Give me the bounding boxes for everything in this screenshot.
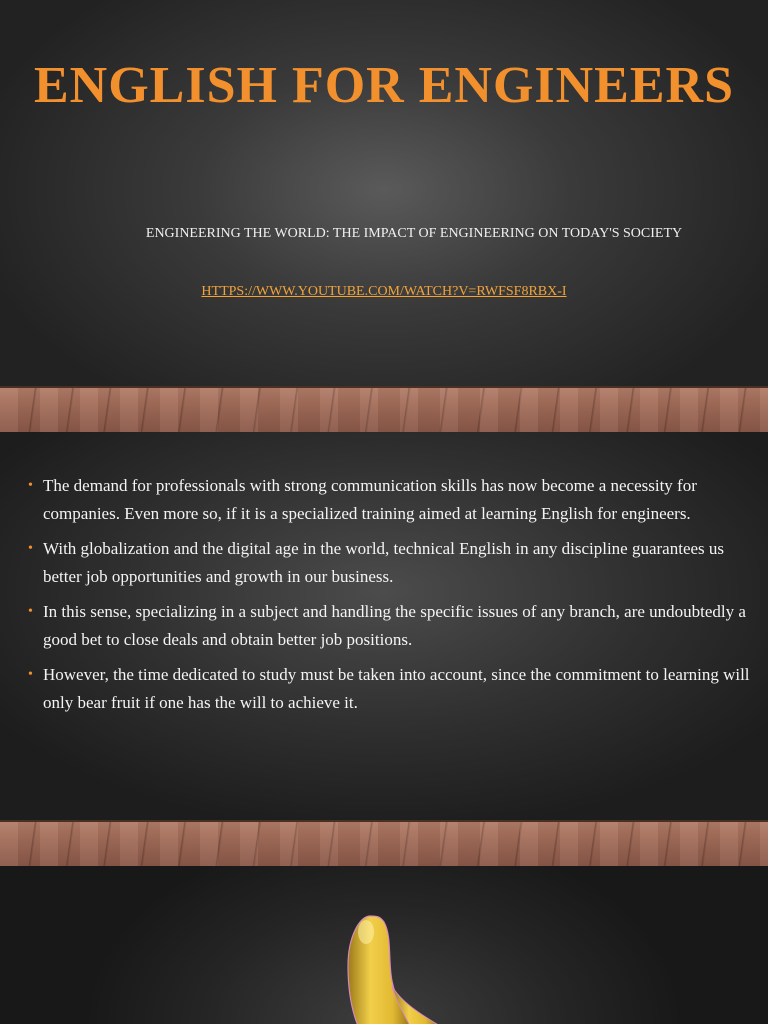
slide-subtitle: ENGINEERING THE WORLD: THE IMPACT OF ENGINEERING ON TODAY'S SOCIETY [145, 226, 683, 241]
bullet-dot-icon: • [28, 604, 33, 619]
bullet-item [28, 661, 758, 717]
bullet-item [28, 472, 758, 528]
bullet-dot-icon: • [28, 541, 33, 556]
bullet-item [28, 598, 758, 654]
image-slide [0, 866, 768, 1024]
video-link[interactable]: HTTPS://WWW.YOUTUBE.COM/WATCH?V=RWFSF8RBX-I [201, 284, 567, 299]
slide-title: ENGLISH FOR ENGINEERS [33, 57, 735, 114]
bullet-text: With globalization and the digital age in the world, technical English in any discipline guarantees us better job opportunities and growth in our business. [43, 539, 725, 586]
wood-floor [0, 820, 768, 866]
wood-floor [0, 386, 768, 432]
bullet-dot-icon: • [28, 667, 33, 682]
bullet-text: In this sense, specializing in a subject and handling the specific issues of any branch, are undoubtedly a good bet to close deals and obtain better job positions. [43, 602, 746, 649]
bullet-dot-icon: • [28, 478, 33, 493]
bullet-text: However, the time dedicated to study must be taken into account, since the commitment to learning will only bear fruit if one has the will to achieve it. [43, 665, 750, 712]
bullet-list [28, 472, 758, 724]
title-slide [0, 0, 768, 432]
bullet-item [28, 535, 758, 591]
yellow-figure-illustration [340, 906, 460, 1024]
content-slide [0, 432, 768, 866]
bullet-text: The demand for professionals with strong communication skills has now become a necessity for companies. Even more so, if it is a specialized training aimed at learning English for engineers. [43, 476, 697, 523]
